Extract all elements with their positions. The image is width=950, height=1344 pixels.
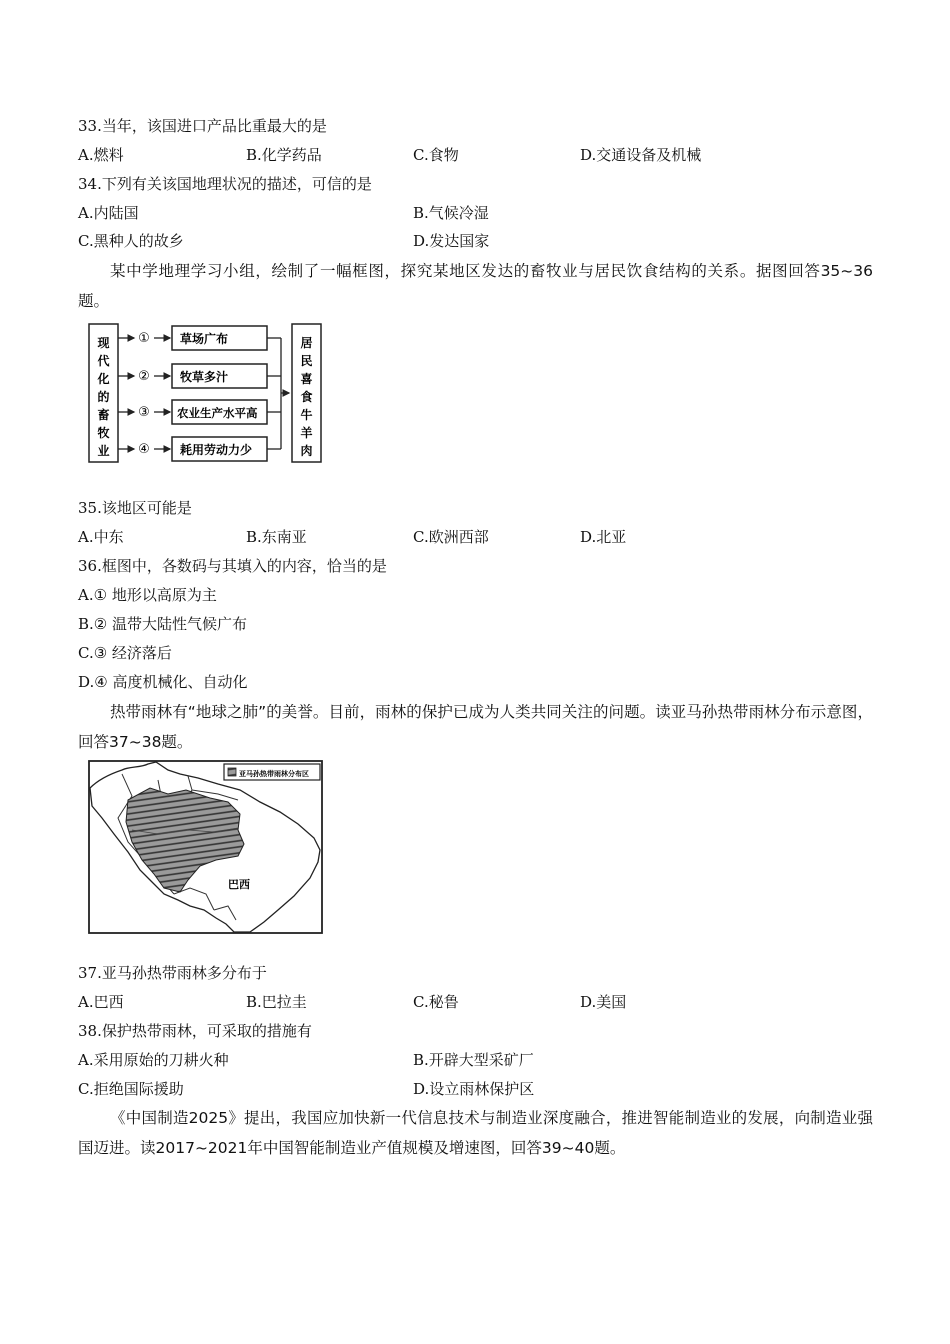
left-box-char-3: 化 [97,372,110,386]
left-box-char-6: 牧 [97,426,110,440]
question-38-option-c: C.拒绝国际援助 [78,1080,184,1098]
diagram-row-3 [118,400,281,424]
question-35-option-c: C.欧洲西部 [413,528,489,546]
right-box-char-7: 肉 [300,444,313,458]
question-33-stem: 33.当年，该国进口产品比重最大的是 [78,117,327,135]
right-box-char-1: 居 [300,336,313,350]
left-box-char-5: 畜 [97,408,110,422]
question-34-option-c: C.黑种人的故乡 [78,232,184,250]
diagram-row-4 [118,437,281,461]
legend-label: 亚马孙热带雨林分布区 [239,770,309,778]
question-33-option-c: C.食物 [413,146,459,164]
question-38-stem: 38.保护热带雨林，可采取的措施有 [78,1022,312,1040]
question-36-option-b: B.② 温带大陆性气候广布 [78,615,248,633]
row-2-number: ② [138,369,150,384]
row-2-label: 牧草多汁 [180,370,229,384]
legend-swatch [228,768,236,776]
right-box-char-2: 民 [300,354,313,368]
question-37-stem: 37.亚马孙热带雨林多分布于 [78,964,267,982]
livestock-flow-diagram [86,320,326,466]
right-box-char-5: 牛 [300,408,313,422]
country-label-brazil: 巴西 [228,878,250,891]
row-1-label: 草场广布 [180,332,229,346]
question-38-option-b: B.开辟大型采矿厂 [413,1051,534,1069]
question-36-option-d: D.④ 高度机械化、自动化 [78,673,248,691]
question-33-option-a: A.燃料 [78,146,124,164]
question-33-option-b: B.化学药品 [246,146,322,164]
question-34-option-b: B.气候冷湿 [413,204,489,222]
question-35-option-a: A.中东 [78,528,124,546]
question-36-option-c: C.③ 经济落后 [78,644,172,662]
intro-paragraph-37-38: 热带雨林有“地球之肺”的美誉。目前，雨林的保护已成为人类共同关注的问题。读亚马孙热带雨林分布示意图，回答37~38题。 [78,703,873,751]
left-box-char-7: 业 [97,444,110,458]
diagram-row-2 [118,364,281,388]
question-36-option-a: A.① 地形以高原为主 [78,586,217,604]
question-34-option-d: D.发达国家 [413,232,490,250]
question-35-option-d: D.北亚 [580,528,627,546]
question-33-option-d: D.交通设备及机械 [580,146,702,164]
right-box-char-6: 羊 [300,426,313,440]
row-1-number: ① [138,331,150,346]
question-38-option-a: A.采用原始的刀耕火种 [78,1051,229,1069]
diagram-row-1 [118,326,281,350]
left-box-char-2: 代 [97,354,110,368]
row-4-label: 耗用劳动力少 [180,443,253,457]
question-36-stem: 36.框图中，各数码与其填入的内容，恰当的是 [78,557,387,575]
question-34-option-a: A.内陆国 [78,204,139,222]
question-37-option-c: C.秘鲁 [413,993,459,1011]
left-box-char-1: 现 [97,336,110,350]
question-37-option-b: B.巴拉圭 [246,993,307,1011]
question-38-option-d: D.设立雨林保护区 [413,1080,535,1098]
question-37-option-d: D.美国 [580,993,627,1011]
intro-paragraph-35-36: 某中学地理学习小组，绘制了一幅框图，探究某地区发达的畜牧业与居民饮食结构的关系。据图回答35~36题。 [78,262,873,310]
question-35-stem: 35.该地区可能是 [78,499,192,517]
intro-paragraph-39-40: 《中国制造2025》提出，我国应加快新一代信息技术与制造业深度融合，推进智能制造业的发展，向制造业强国迈进。读2017~2021年中国智能制造业产值规模及增速图，回答39~40题。 [78,1109,873,1157]
left-box-char-4: 的 [97,390,110,404]
row-4-number: ④ [138,442,150,457]
question-35-option-b: B.东南亚 [246,528,307,546]
amazon-rainforest-map [88,760,324,935]
question-34-stem: 34.下列有关该国地理状况的描述，可信的是 [78,175,372,193]
row-3-number: ③ [138,405,150,420]
row-3-label: 农业生产水平高 [177,406,258,420]
question-37-option-a: A.巴西 [78,993,124,1011]
right-box-char-3: 喜 [300,372,313,386]
right-box-char-4: 食 [300,390,313,404]
